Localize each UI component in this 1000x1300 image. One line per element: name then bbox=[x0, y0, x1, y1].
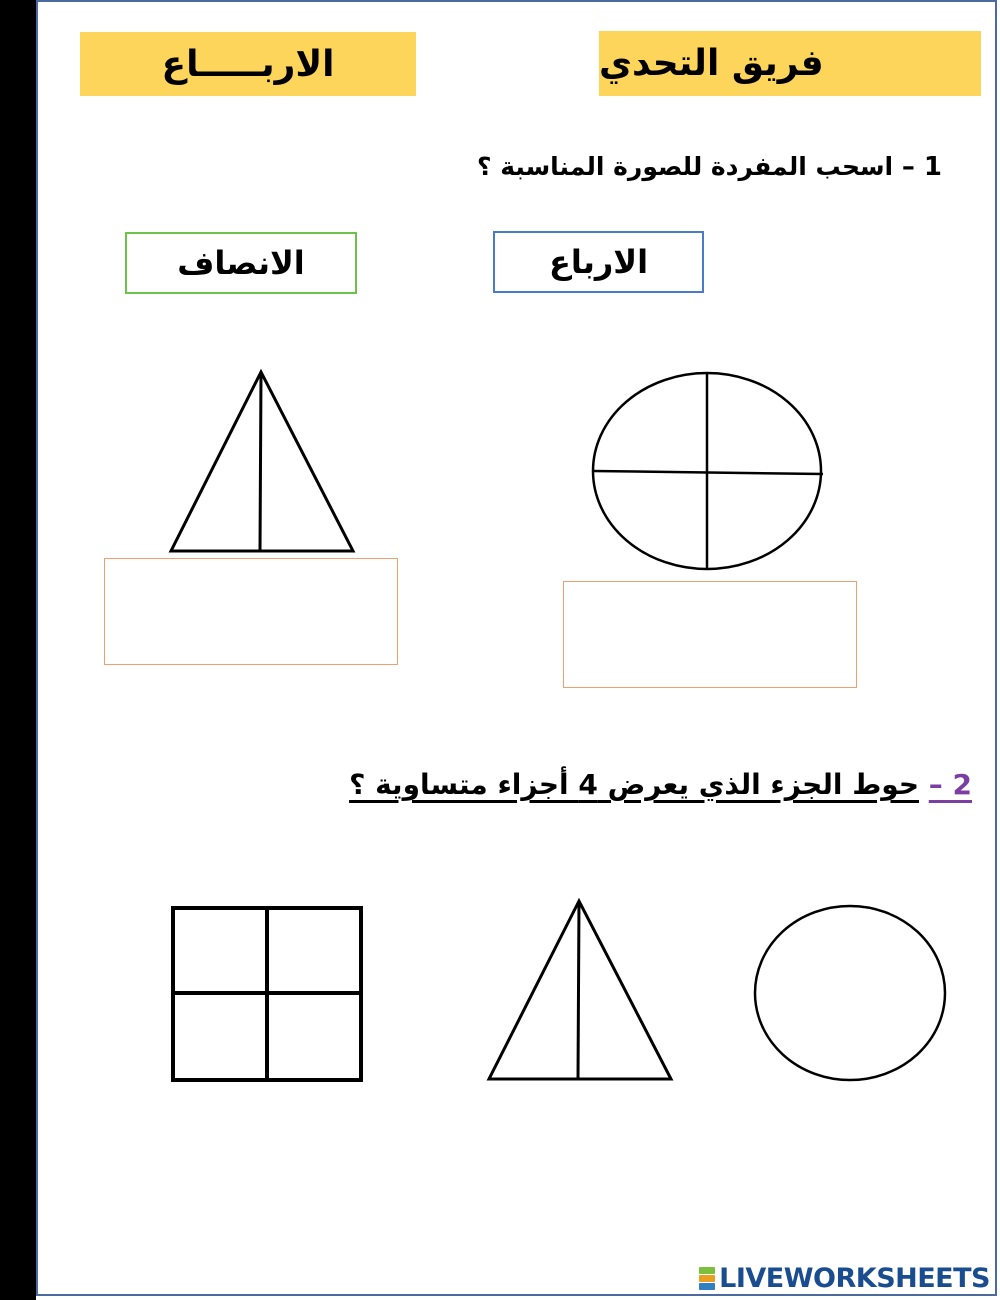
question-1-text: اسحب المفردة للصورة المناسبة ؟ bbox=[477, 152, 894, 181]
circle-quarters-shape bbox=[588, 370, 828, 574]
liveworksheets-logo bbox=[699, 1263, 990, 1294]
circle-whole-shape[interactable] bbox=[750, 902, 950, 1084]
square-quarters-shape[interactable] bbox=[170, 905, 365, 1083]
logo-text: LIVEWORKSHEETS bbox=[719, 1263, 990, 1294]
question-1-number: 1 – bbox=[901, 152, 942, 182]
left-edge-bar bbox=[0, 0, 36, 1300]
word-quarters-label: الارباع bbox=[548, 243, 649, 281]
header-title-left-text: الاربـــــاع bbox=[161, 43, 335, 85]
triangle-halves-option-shape[interactable] bbox=[485, 895, 677, 1085]
question-2-text: حوط الجزء الذي يعرض 4 أجزاء متساوية ؟ bbox=[349, 768, 920, 801]
drop-box-triangle[interactable] bbox=[104, 558, 398, 665]
header-title-right bbox=[599, 31, 981, 96]
word-quarters[interactable] bbox=[493, 231, 704, 293]
question-2-number: 2 – bbox=[928, 768, 972, 801]
word-halves[interactable] bbox=[125, 232, 357, 294]
header-title-left bbox=[80, 32, 416, 96]
word-halves-label: الانصاف bbox=[177, 244, 305, 282]
triangle-halves-shape bbox=[165, 365, 360, 557]
question-2 bbox=[348, 768, 972, 801]
drop-box-circle[interactable] bbox=[563, 581, 857, 688]
logo-mark-icon bbox=[699, 1267, 715, 1290]
question-1 bbox=[477, 152, 942, 182]
header-title-right-text: فريق التحدي bbox=[599, 43, 824, 84]
